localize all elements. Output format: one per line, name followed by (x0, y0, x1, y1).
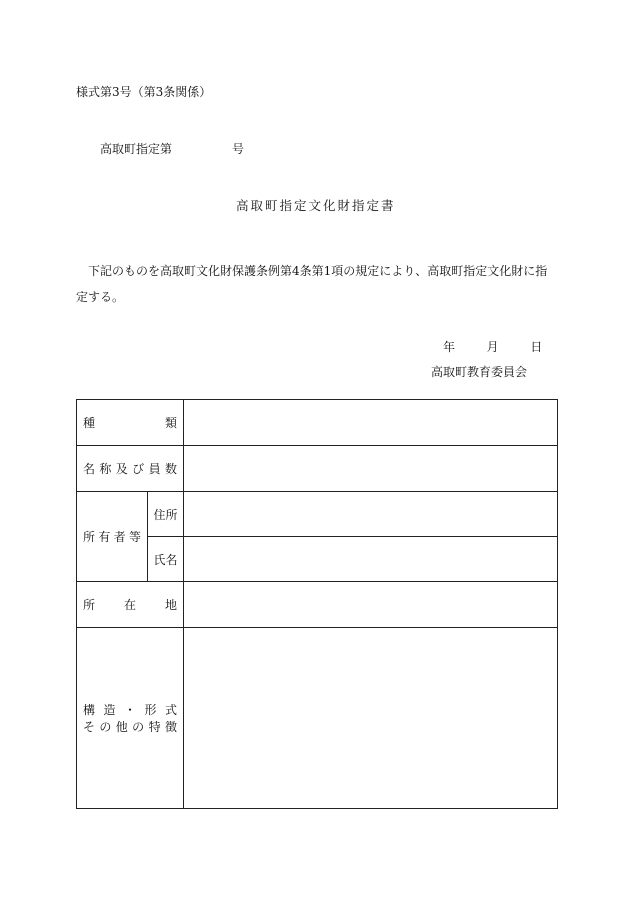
location-label-cell (77, 582, 184, 628)
location-input-cell[interactable] (184, 582, 558, 628)
designation-suffix: 号 (232, 142, 245, 156)
issuer-name: 高取町教育委員会 (431, 365, 528, 379)
row-structure (77, 628, 558, 809)
address-label: 住所 (148, 492, 184, 537)
structure-label-line1: 構 造 ・ 形 式 (83, 703, 177, 717)
type-label: 種 類 (83, 416, 177, 430)
form-table (76, 399, 558, 809)
row-type (77, 400, 558, 446)
name-count-input-cell[interactable] (184, 446, 558, 492)
designation-number (100, 142, 245, 156)
owner-label-cell (77, 492, 148, 582)
row-owner-address (77, 492, 558, 537)
row-owner-name (77, 537, 558, 582)
date-month: 月 (486, 340, 499, 354)
form-number: 様式第3号（第3条関係） (76, 85, 212, 99)
name-count-label: 名 称 及 び 員 数 (83, 462, 177, 476)
row-location (77, 582, 558, 628)
owner-name-label: 氏名 (148, 537, 184, 582)
owner-label: 所 有 者 等 (83, 530, 141, 544)
structure-label-cell (77, 628, 184, 809)
designation-prefix: 高取町指定第 (100, 142, 173, 156)
owner-name-input-cell[interactable] (184, 537, 558, 582)
date-line (443, 340, 542, 354)
document-title: 高取町指定文化財指定書 (236, 198, 396, 213)
row-name-count (77, 446, 558, 492)
address-input-cell[interactable] (184, 492, 558, 537)
structure-label-line2: そ の 他 の 特 徴 (83, 720, 177, 734)
structure-input-cell[interactable] (184, 628, 558, 809)
date-day: 日 (530, 340, 543, 354)
type-label-cell (77, 400, 184, 446)
body-text: 下記のものを高取町文化財保護条例第4条第1項の規定により、高取町指定文化財に指定する。 (76, 264, 548, 304)
type-input-cell[interactable] (184, 400, 558, 446)
name-count-label-cell (77, 446, 184, 492)
date-year: 年 (443, 340, 456, 354)
location-label: 所 在 地 (83, 598, 177, 612)
